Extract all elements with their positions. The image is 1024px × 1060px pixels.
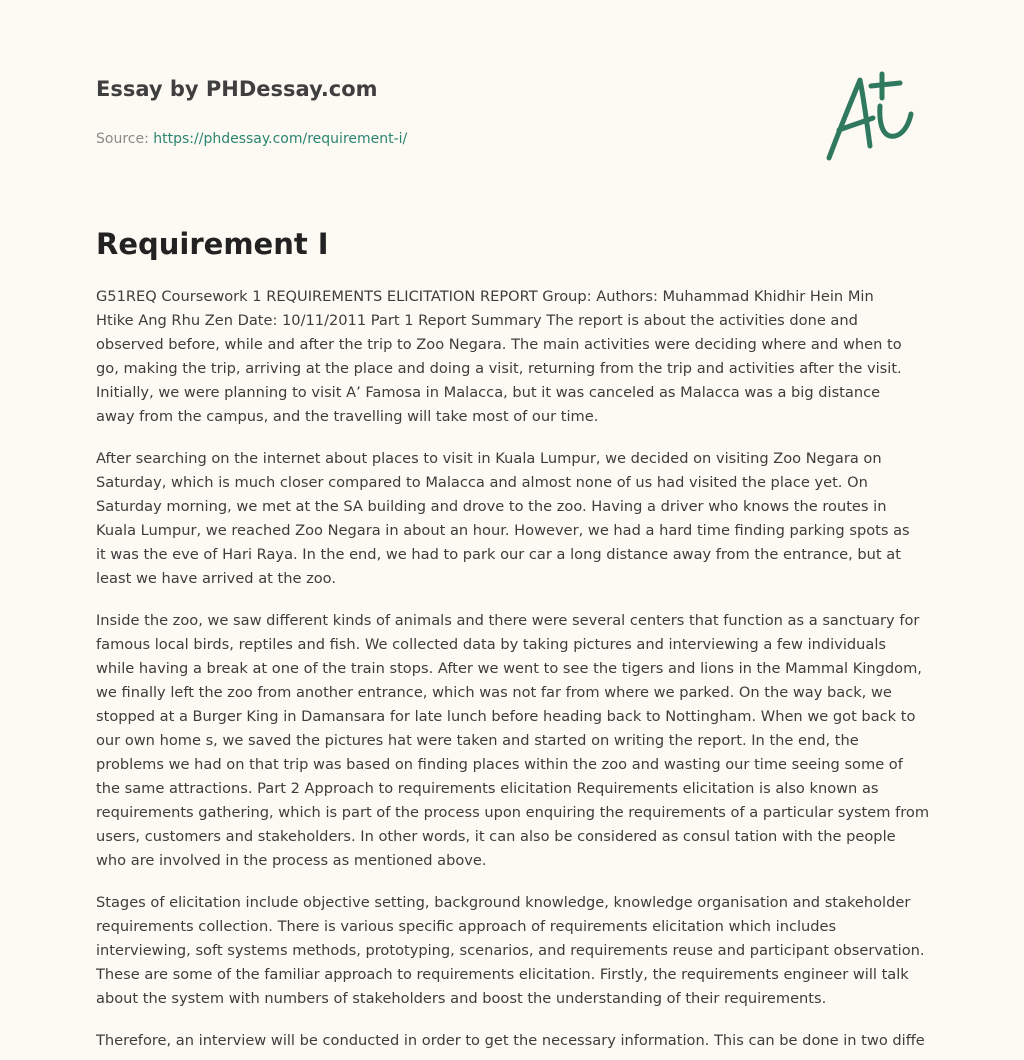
- text-line: requirements collection. There is various specific approach of requirements elicitation which includes: [96, 918, 837, 935]
- text-line: Saturday, which is much closer compared to Malacca and almost none of us had visited the place yet. On: [96, 474, 868, 491]
- text-line: our own home s, we saved the pictures hat were taken and started on writing the report. In the end, the: [96, 732, 859, 749]
- article-body: [96, 285, 932, 1060]
- paragraph: [96, 447, 932, 591]
- a-plus-grade-icon: [820, 66, 928, 166]
- text-line: it was the eve of Hari Raya. In the end, we had to park our car a long distance away from the entrance, but at: [96, 546, 901, 563]
- text-line: least we have arrived at the zoo.: [96, 570, 336, 587]
- source-line: [96, 129, 916, 149]
- paragraph: [96, 1029, 932, 1053]
- text-line: Inside the zoo, we saw different kinds of animals and there were several centers that function as a sanctuary for: [96, 612, 920, 629]
- text-line: interviewing, soft systems methods, prototyping, scenarios, and requirements reuse and participant observation.: [96, 942, 925, 959]
- text-line: away from the campus, and the travelling will take most of our time.: [96, 408, 599, 425]
- paragraph: [96, 285, 932, 429]
- text-line: Kuala Lumpur, we reached Zoo Negara in about an hour. However, we had a hard time finding parking spots as: [96, 522, 910, 539]
- source-link[interactable]: https://phdessay.com/requirement-i/: [153, 131, 408, 147]
- text-line: requirements gathering, which is part of the process upon enquiring the requirements of a particular system from: [96, 804, 930, 821]
- text-line: who are involved in the process as mentioned above.: [96, 852, 487, 869]
- site-header: [96, 74, 916, 184]
- text-line: problems we had on that trip was based on finding places within the zoo and wasting our time seeing some of: [96, 756, 903, 773]
- text-line: we finally left the zoo from another entrance, which was not far from where we parked. On the way back, we: [96, 684, 892, 701]
- text-line: Htike Ang Rhu Zen Date: 10/11/2011 Part 1 Report Summary The report is about the activities done and: [96, 312, 858, 329]
- text-line: stopped at a Burger King in Damansara for late lunch before heading back to Nottingham. When we got back to: [96, 708, 916, 725]
- paragraph: [96, 609, 932, 873]
- text-line: about the system with numbers of stakeholders and boost the understanding of their requirements.: [96, 990, 827, 1007]
- text-line: After searching on the internet about places to visit in Kuala Lumpur, we decided on visiting Zoo Negara on: [96, 450, 882, 467]
- text-line: while having a break at one of the train stops. After we went to see the tigers and lions in the Mammal Kingdom,: [96, 660, 922, 677]
- text-line: users, customers and stakeholders. In other words, it can also be considered as consul tation with the people: [96, 828, 896, 845]
- text-line: Initially, we were planning to visit A’ Famosa in Malacca, but it was canceled as Malacca was a big distance: [96, 384, 881, 401]
- text-line: Stages of elicitation include objective setting, background knowledge, knowledge organisation and stakeholder: [96, 894, 911, 911]
- text-line: Saturday morning, we met at the SA building and drove to the zoo. Having a driver who knows the routes in: [96, 498, 887, 515]
- text-line: G51REQ Coursework 1 REQUIREMENTS ELICITATION REPORT Group: Authors: Muhammad Khidhir Hein Min: [96, 288, 874, 305]
- text-line: famous local birds, reptiles and fish. We collected data by taking pictures and interviewing a few individuals: [96, 636, 887, 653]
- source-label: Source:: [96, 131, 149, 147]
- article-title: Requirement I: [96, 227, 329, 261]
- text-line: These are some of the familiar approach to requirements elicitation. Firstly, the requirements engineer will talk: [96, 966, 909, 983]
- text-line: go, making the trip, arriving at the place and doing a visit, returning from the trip and activities after the visit.: [96, 360, 902, 377]
- text-line: the same attractions. Part 2 Approach to requirements elicitation Requirements elicitation is also known as: [96, 780, 879, 797]
- text-line: Therefore, an interview will be conducted in order to get the necessary information. This can be done in two diffe: [96, 1032, 925, 1049]
- site-brand: Essay by PHDessay.com: [96, 77, 378, 101]
- paragraph: [96, 891, 932, 1011]
- text-line: observed before, while and after the trip to Zoo Negara. The main activities were deciding where and when to: [96, 336, 902, 353]
